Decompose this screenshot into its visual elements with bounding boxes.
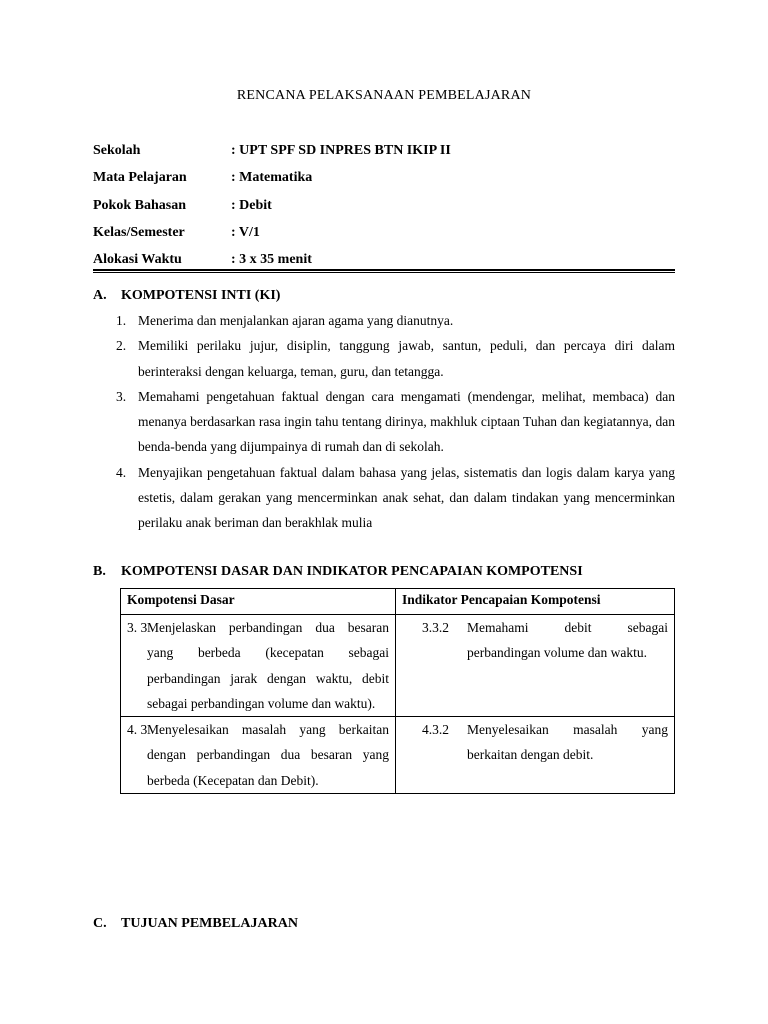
section-b-heading [93,564,583,580]
section-title: KOMPOTENSI INTI (KI) [121,288,281,303]
section-c-heading [93,916,298,932]
kd-text: Menyelesaikan masalah yang berkaitan dengan perbandingan dua besaran yang berbeda (Kecepatan dan Debit). [147,722,389,788]
table-row [121,717,675,794]
list-text: Memiliki perilaku jujur, disiplin, tanggung jawab, santun, peduli, dan percaya diri dalam berinteraksi dengan keluarga, teman, guru, dan tetangga. [138,338,675,379]
table-row [121,615,675,717]
kd-cell [121,717,396,794]
info-row [93,251,675,278]
table-header-row [121,589,675,615]
section-title: TUJUAN PEMBELAJARAN [121,916,298,931]
info-value: : Debit [231,197,272,213]
list-number: 4. [116,464,127,480]
info-row [93,142,675,169]
list-item [116,384,675,460]
kd-content [127,717,389,793]
section-letter: A. [93,288,107,303]
list-item [116,333,675,384]
section-a-list [116,308,675,536]
indicator-cell [396,717,675,794]
section-title: KOMPOTENSI DASAR DAN INDIKATOR PENCAPAIAN KOMPOTENSI [121,564,583,579]
kd-number: 3. 3 [127,620,148,635]
section-letter: B. [93,564,106,579]
info-row [93,197,675,224]
indicator-cell [396,615,675,717]
kd-number: 4. 3 [127,722,148,738]
kd-cell [121,615,396,717]
column-header-indicator: Indikator Pencapaian Kompotensi [396,589,675,615]
list-text: Menyajikan pengetahuan faktual dalam bahasa yang jelas, sistematis dan logis dalam karya yang estetis, dalam gerakan yang mencerminkan anak sehat, dan dalam tindakan yang mencerminkan perilaku anak beriman dan berakhlak mulia [138,464,675,531]
column-header-kd: Kompotensi Dasar [121,589,396,615]
list-text: Menerima dan menjalankan ajaran agama yang dianutnya. [138,313,454,328]
header-divider [93,269,675,273]
section-letter: C. [93,916,107,931]
indicator-number: 4.3.2 [422,722,449,738]
section-a-heading [93,288,280,304]
identity-block [93,142,675,278]
info-value: : UPT SPF SD INPRES BTN IKIP II [231,143,451,158]
info-value: : Matematika [231,170,313,186]
info-row [93,169,675,196]
kd-text: Menjelaskan perbandingan dua besaran yang berbeda (kecepatan sebagai perbandingan jarak dengan waktu, debit sebagai perbandingan volume dan waktu). [147,620,389,711]
document-title: RENCANA PELAKSANAAN PEMBELAJARAN [236,88,532,103]
info-row [93,224,675,251]
info-label: Kelas/Semester [93,224,185,240]
info-label: Mata Pelajaran [93,170,187,186]
indicator-content [402,717,668,768]
list-item [116,460,675,536]
info-value: : 3 x 35 menit [231,252,312,268]
info-label: Alokasi Waktu [93,252,182,268]
info-value: : V/1 [231,224,260,240]
list-number: 2. [116,338,127,354]
list-number: 1. [116,313,127,328]
indicator-text: Menyelesaikan masalah yang berkaitan dengan debit. [467,722,668,763]
competency-table [120,588,675,794]
list-text: Memahami pengetahuan faktual dengan cara mengamati (mendengar, melihat, membaca) dan menanya berdasarkan rasa ingin tahu tentang dirinya, makhluk ciptaan Tuhan dan kegiatannya, dan benda-benda yang dijumpainya di rumah dan di sekolah. [138,388,675,455]
list-number: 3. [116,388,127,404]
info-label: Sekolah [93,143,141,158]
list-item [116,308,675,333]
indicator-number: 3.3.2 [422,620,449,635]
indicator-content [402,615,668,666]
info-label: Pokok Bahasan [93,197,186,213]
kd-content [127,615,389,716]
indicator-text: Memahami debit sebagai perbandingan volume dan waktu. [467,620,668,661]
